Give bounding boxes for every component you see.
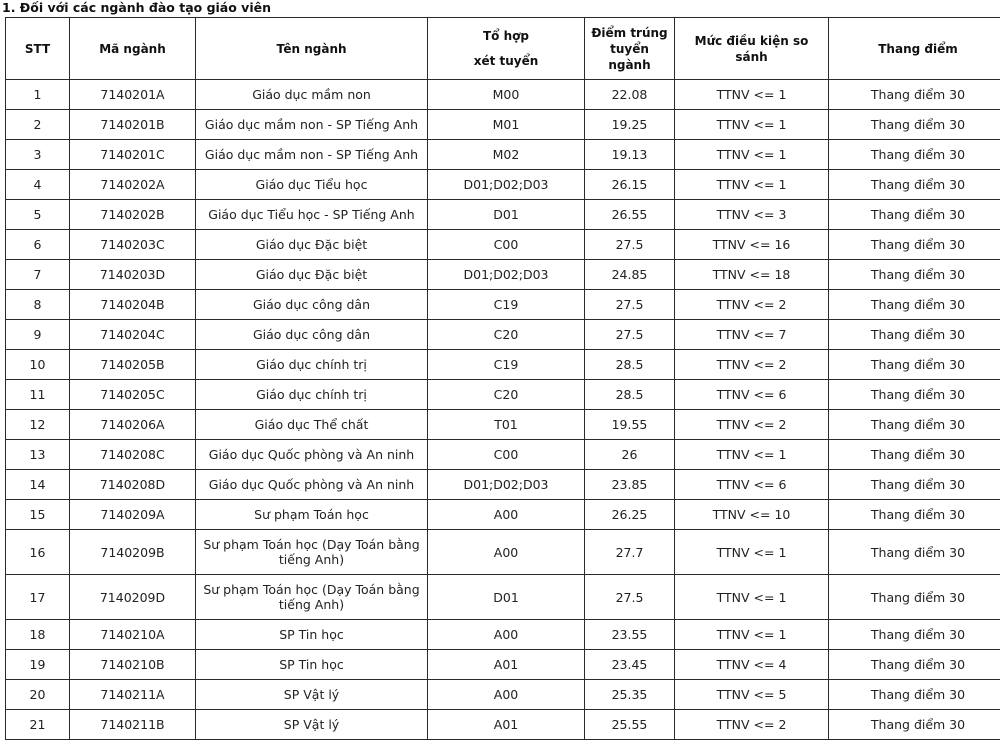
header-name: Tên ngành <box>196 18 428 80</box>
cell-scale: Thang điểm 30 <box>829 230 1000 260</box>
table-row <box>6 410 1000 440</box>
header-combo-line1: Tổ hợp <box>483 29 529 43</box>
cell-score: 22.08 <box>585 80 675 110</box>
cell-condition: TTNV <= 2 <box>675 350 829 380</box>
cell-condition: TTNV <= 1 <box>675 110 829 140</box>
cell-condition: TTNV <= 7 <box>675 320 829 350</box>
cell-score: 27.5 <box>585 290 675 320</box>
cell-stt: 16 <box>6 530 70 575</box>
cell-scale: Thang điểm 30 <box>829 680 1000 710</box>
cell-stt: 6 <box>6 230 70 260</box>
cell-score: 27.7 <box>585 530 675 575</box>
cell-name: Sư phạm Toán học (Dạy Toán bằng tiếng Anh) <box>196 575 428 620</box>
table-row <box>6 710 1000 740</box>
cell-code: 7140211B <box>70 710 196 740</box>
cell-code: 7140210A <box>70 620 196 650</box>
cell-scale: Thang điểm 30 <box>829 530 1000 575</box>
cell-name: Giáo dục Thể chất <box>196 410 428 440</box>
admission-scores-table <box>5 17 1000 740</box>
cell-combo: A01 <box>428 710 585 740</box>
cell-scale: Thang điểm 30 <box>829 650 1000 680</box>
cell-combo: C00 <box>428 440 585 470</box>
cell-scale: Thang điểm 30 <box>829 260 1000 290</box>
cell-score: 23.55 <box>585 620 675 650</box>
cell-stt: 19 <box>6 650 70 680</box>
table-row <box>6 500 1000 530</box>
cell-scale: Thang điểm 30 <box>829 170 1000 200</box>
cell-name: Giáo dục Tiểu học - SP Tiếng Anh <box>196 200 428 230</box>
cell-name: Sư phạm Toán học (Dạy Toán bằng tiếng Anh) <box>196 530 428 575</box>
table-row <box>6 470 1000 500</box>
header-stt: STT <box>6 18 70 80</box>
cell-code: 7140211A <box>70 680 196 710</box>
cell-condition: TTNV <= 10 <box>675 500 829 530</box>
cell-stt: 20 <box>6 680 70 710</box>
cell-code: 7140206A <box>70 410 196 440</box>
cell-score: 26.15 <box>585 170 675 200</box>
header-combo-line2: xét tuyển <box>473 54 539 68</box>
cell-combo: D01 <box>428 200 585 230</box>
cell-condition: TTNV <= 6 <box>675 380 829 410</box>
cell-combo: M00 <box>428 80 585 110</box>
cell-code: 7140205C <box>70 380 196 410</box>
cell-scale: Thang điểm 30 <box>829 320 1000 350</box>
cell-combo: C20 <box>428 380 585 410</box>
cell-condition: TTNV <= 1 <box>675 140 829 170</box>
cell-condition: TTNV <= 2 <box>675 710 829 740</box>
cell-combo: D01;D02;D03 <box>428 260 585 290</box>
cell-score: 27.5 <box>585 320 675 350</box>
cell-score: 26 <box>585 440 675 470</box>
cell-name: Giáo dục công dân <box>196 320 428 350</box>
cell-score: 26.25 <box>585 500 675 530</box>
cell-score: 26.55 <box>585 200 675 230</box>
cell-combo: A01 <box>428 650 585 680</box>
cell-combo: A00 <box>428 620 585 650</box>
cell-scale: Thang điểm 30 <box>829 350 1000 380</box>
cell-combo: C00 <box>428 230 585 260</box>
table-row <box>6 110 1000 140</box>
cell-condition: TTNV <= 1 <box>675 620 829 650</box>
table-row <box>6 680 1000 710</box>
cell-stt: 5 <box>6 200 70 230</box>
cell-combo: A00 <box>428 680 585 710</box>
cell-code: 7140208C <box>70 440 196 470</box>
cell-stt: 18 <box>6 620 70 650</box>
table-header-row <box>6 18 1000 80</box>
cell-stt: 2 <box>6 110 70 140</box>
cell-name: Giáo dục Quốc phòng và An ninh <box>196 440 428 470</box>
cell-name: SP Tin học <box>196 650 428 680</box>
cell-code: 7140205B <box>70 350 196 380</box>
cell-score: 19.25 <box>585 110 675 140</box>
cell-score: 19.55 <box>585 410 675 440</box>
header-condition: Mức điều kiện so sánh <box>675 18 829 80</box>
table-row <box>6 320 1000 350</box>
table-row <box>6 260 1000 290</box>
cell-score: 28.5 <box>585 380 675 410</box>
cell-combo: D01;D02;D03 <box>428 470 585 500</box>
cell-name: Giáo dục công dân <box>196 290 428 320</box>
cell-condition: TTNV <= 5 <box>675 680 829 710</box>
cell-stt: 1 <box>6 80 70 110</box>
cell-score: 24.85 <box>585 260 675 290</box>
cell-code: 7140204B <box>70 290 196 320</box>
header-scale: Thang điểm <box>829 18 1000 80</box>
cell-name: SP Vật lý <box>196 680 428 710</box>
cell-name: Giáo dục mầm non - SP Tiếng Anh <box>196 110 428 140</box>
table-body <box>6 80 1000 740</box>
cell-stt: 9 <box>6 320 70 350</box>
cell-condition: TTNV <= 16 <box>675 230 829 260</box>
cell-stt: 11 <box>6 380 70 410</box>
cell-stt: 3 <box>6 140 70 170</box>
cell-scale: Thang điểm 30 <box>829 470 1000 500</box>
cell-scale: Thang điểm 30 <box>829 380 1000 410</box>
cell-combo: D01;D02;D03 <box>428 170 585 200</box>
table-row <box>6 230 1000 260</box>
cell-code: 7140209B <box>70 530 196 575</box>
table-row <box>6 350 1000 380</box>
table-row <box>6 620 1000 650</box>
table-row <box>6 440 1000 470</box>
cell-stt: 10 <box>6 350 70 380</box>
cell-scale: Thang điểm 30 <box>829 290 1000 320</box>
cell-combo: C20 <box>428 320 585 350</box>
cell-stt: 12 <box>6 410 70 440</box>
cell-stt: 15 <box>6 500 70 530</box>
cell-stt: 21 <box>6 710 70 740</box>
cell-code: 7140209D <box>70 575 196 620</box>
table-row <box>6 650 1000 680</box>
cell-score: 28.5 <box>585 350 675 380</box>
cell-score: 25.55 <box>585 710 675 740</box>
cell-condition: TTNV <= 3 <box>675 200 829 230</box>
table-row <box>6 530 1000 575</box>
cell-name: SP Vật lý <box>196 710 428 740</box>
cell-name: Giáo dục Đặc biệt <box>196 260 428 290</box>
cell-code: 7140202B <box>70 200 196 230</box>
cell-scale: Thang điểm 30 <box>829 410 1000 440</box>
cell-combo: T01 <box>428 410 585 440</box>
header-score: Điểm trúng tuyển ngành <box>585 18 675 80</box>
cell-name: Giáo dục chính trị <box>196 350 428 380</box>
cell-code: 7140210B <box>70 650 196 680</box>
cell-combo: A00 <box>428 530 585 575</box>
cell-condition: TTNV <= 1 <box>675 530 829 575</box>
cell-code: 7140204C <box>70 320 196 350</box>
cell-score: 23.45 <box>585 650 675 680</box>
cell-condition: TTNV <= 4 <box>675 650 829 680</box>
cell-name: Giáo dục mầm non - SP Tiếng Anh <box>196 140 428 170</box>
cell-combo: M01 <box>428 110 585 140</box>
cell-score: 25.35 <box>585 680 675 710</box>
table-row <box>6 80 1000 110</box>
cell-condition: TTNV <= 1 <box>675 80 829 110</box>
cell-name: Giáo dục chính trị <box>196 380 428 410</box>
header-combo <box>428 18 585 80</box>
cell-condition: TTNV <= 2 <box>675 410 829 440</box>
cell-scale: Thang điểm 30 <box>829 710 1000 740</box>
table-row <box>6 575 1000 620</box>
table-row <box>6 140 1000 170</box>
cell-code: 7140203C <box>70 230 196 260</box>
table-row <box>6 290 1000 320</box>
cell-name: Giáo dục Tiểu học <box>196 170 428 200</box>
cell-code: 7140203D <box>70 260 196 290</box>
cell-scale: Thang điểm 30 <box>829 575 1000 620</box>
cell-code: 7140201B <box>70 110 196 140</box>
cell-code: 7140209A <box>70 500 196 530</box>
cell-scale: Thang điểm 30 <box>829 200 1000 230</box>
cell-combo: A00 <box>428 500 585 530</box>
header-code: Mã ngành <box>70 18 196 80</box>
cell-condition: TTNV <= 1 <box>675 440 829 470</box>
cell-stt: 7 <box>6 260 70 290</box>
cell-code: 7140208D <box>70 470 196 500</box>
cell-score: 27.5 <box>585 575 675 620</box>
cell-stt: 8 <box>6 290 70 320</box>
cell-name: Giáo dục Đặc biệt <box>196 230 428 260</box>
cell-combo: M02 <box>428 140 585 170</box>
cell-scale: Thang điểm 30 <box>829 620 1000 650</box>
cell-combo: C19 <box>428 290 585 320</box>
cell-scale: Thang điểm 30 <box>829 440 1000 470</box>
cell-scale: Thang điểm 30 <box>829 140 1000 170</box>
cell-name: Giáo dục mầm non <box>196 80 428 110</box>
cell-code: 7140202A <box>70 170 196 200</box>
cell-score: 23.85 <box>585 470 675 500</box>
cell-condition: TTNV <= 6 <box>675 470 829 500</box>
table-row <box>6 200 1000 230</box>
cell-stt: 14 <box>6 470 70 500</box>
cell-combo: D01 <box>428 575 585 620</box>
cell-code: 7140201A <box>70 80 196 110</box>
cell-name: Giáo dục Quốc phòng và An ninh <box>196 470 428 500</box>
cell-condition: TTNV <= 2 <box>675 290 829 320</box>
cell-scale: Thang điểm 30 <box>829 80 1000 110</box>
cell-stt: 4 <box>6 170 70 200</box>
table-row <box>6 170 1000 200</box>
cell-score: 27.5 <box>585 230 675 260</box>
cell-combo: C19 <box>428 350 585 380</box>
cell-scale: Thang điểm 30 <box>829 500 1000 530</box>
cell-stt: 13 <box>6 440 70 470</box>
cell-stt: 17 <box>6 575 70 620</box>
table-row <box>6 380 1000 410</box>
cell-score: 19.13 <box>585 140 675 170</box>
cell-code: 7140201C <box>70 140 196 170</box>
cell-name: Sư phạm Toán học <box>196 500 428 530</box>
cell-condition: TTNV <= 1 <box>675 575 829 620</box>
cell-condition: TTNV <= 18 <box>675 260 829 290</box>
cell-scale: Thang điểm 30 <box>829 110 1000 140</box>
section-title: 1. Đối với các ngành đào tạo giáo viên <box>2 0 271 15</box>
cell-name: SP Tin học <box>196 620 428 650</box>
cell-condition: TTNV <= 1 <box>675 170 829 200</box>
